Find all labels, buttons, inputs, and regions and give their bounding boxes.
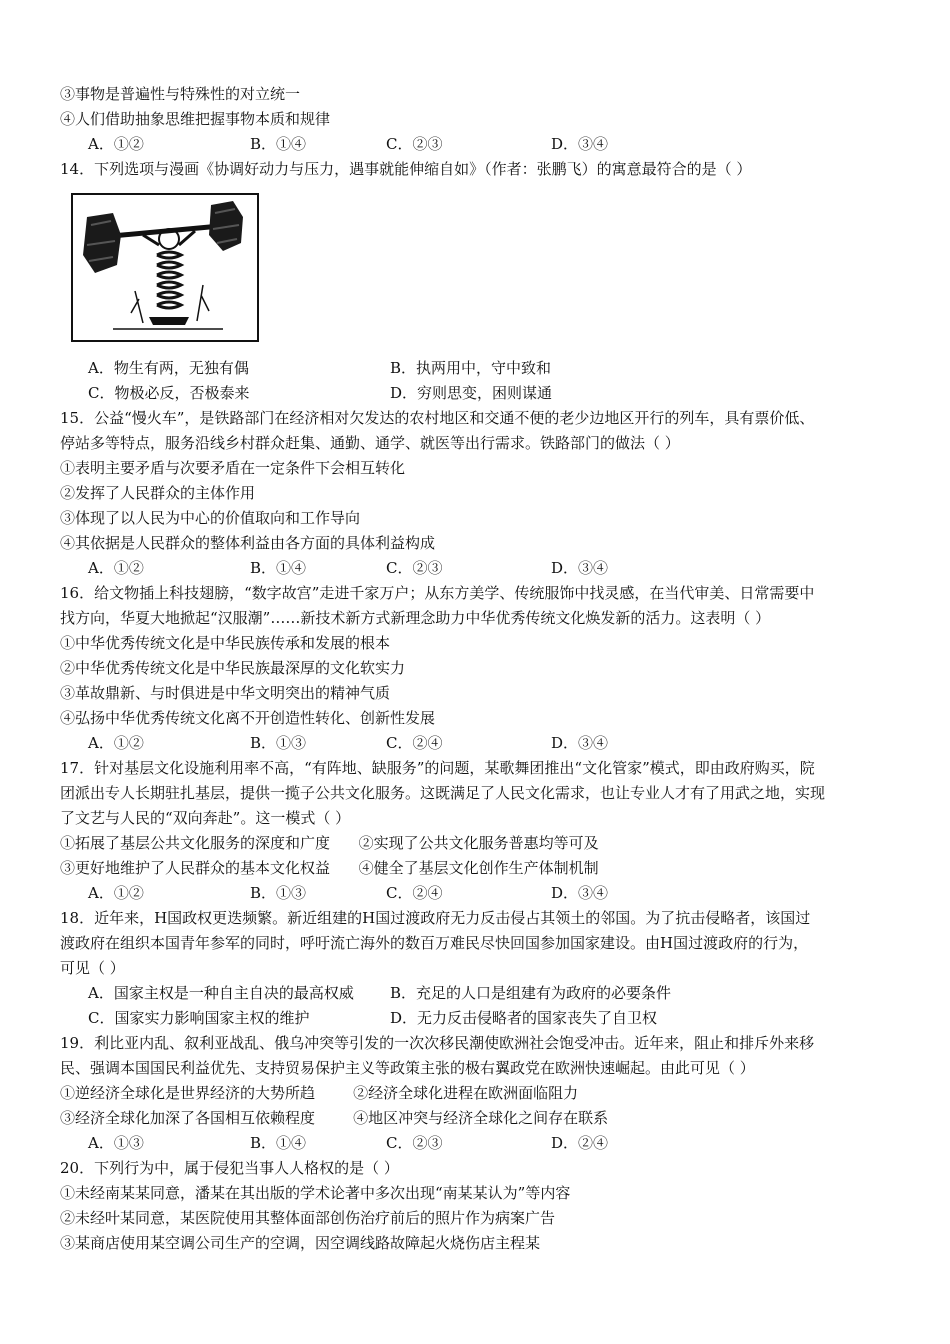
- q13-options: [88, 132, 888, 157]
- q20-statement-1: ①未经南某某同意，潘某在其出版的学术论著中多次出现“南某某认为”等内容: [60, 1184, 571, 1202]
- q15-options: [88, 556, 888, 581]
- q15-option-c[interactable]: C．②③: [386, 559, 443, 577]
- q18-options-row1: [88, 981, 888, 1006]
- q17-stem-line1: 17．针对基层文化设施利用率不高，“有阵地、缺服务”的问题，某歌舞团推出“文化管家”模式，即由政府购买，院: [60, 759, 815, 777]
- q13-option-d[interactable]: D．③④: [551, 135, 609, 153]
- q16-option-a[interactable]: A．①②: [88, 734, 144, 752]
- q16-options: [88, 731, 888, 756]
- q19-option-a[interactable]: A．①③: [88, 1134, 144, 1152]
- q20-statement-2: ②未经叶某同意，某医院使用其整体面部创伤治疗前后的照片作为病案广告: [60, 1209, 556, 1227]
- q17-statements-3-4: ③更好地维护了人民群众的基本文化权益 ④健全了基层文化创作生产体制机制: [60, 859, 599, 877]
- q13-statement-3: ③事物是普遍性与特殊性的对立统一: [60, 85, 301, 103]
- q19-option-b[interactable]: B．①④: [250, 1134, 307, 1152]
- q19-stem-line1: 19．利比亚内乱、叙利亚战乱、俄乌冲突等引发的一次次移民潮使欧洲社会饱受冲击。近年来，阻止和排斥外来移: [60, 1034, 815, 1052]
- q15-statement-4: ④其依据是人民群众的整体利益由各方面的具体利益构成: [60, 534, 436, 552]
- q15-statement-3: ③体现了以人民为中心的价值取向和工作导向: [60, 509, 361, 527]
- q14-option-c[interactable]: C．物极必反，否极泰来: [88, 384, 250, 402]
- q13-option-a[interactable]: A．①②: [88, 135, 144, 153]
- q17-option-c[interactable]: C．②④: [386, 884, 443, 902]
- q13-option-b[interactable]: B．①④: [250, 135, 307, 153]
- q17-stem-line2: 团派出专人长期驻扎基层，提供一揽子公共文化服务。这既满足了人民文化需求，也让专业人才有了用武之地，实现: [60, 784, 826, 802]
- q14-cartoon-image: [71, 193, 259, 342]
- q18-stem-line3: 可见（ ）: [60, 959, 125, 977]
- q17-option-d[interactable]: D．③④: [551, 884, 609, 902]
- q15-option-b[interactable]: B．①④: [250, 559, 307, 577]
- q20-statement-3: ③某商店使用某空调公司生产的空调，因空调线路故障起火烧伤店主程某: [60, 1234, 541, 1252]
- q15-stem-line2: 停站多等特点，服务沿线乡村群众赶集、通勤、通学、就医等出行需求。铁路部门的做法（ ）: [60, 434, 680, 452]
- q16-stem-line2: 找方向，华夏大地掀起“汉服潮”……新技术新方式新理念助力中华优秀传统文化焕发新的活力。这表明（ ）: [60, 609, 771, 627]
- q14-options-row1: [88, 356, 888, 381]
- q18-stem-line1: 18．近年来，H国政权更迭频繁。新近组建的H国过渡政府无力反击侵占其领土的邻国。为了抗击侵略者，该国过: [60, 909, 811, 927]
- q16-statement-2: ②中华优秀传统文化是中华民族最深厚的文化软实力: [60, 659, 406, 677]
- q16-option-c[interactable]: C．②④: [386, 734, 443, 752]
- q14-option-b[interactable]: B．执两用中，守中致和: [390, 359, 552, 377]
- q16-stem-line1: 16．给文物插上科技翅膀，“数字故宫”走进千家万户；从东方美学、传统服饰中找灵感，在当代审美、日常需要中: [60, 584, 815, 602]
- q14-option-a[interactable]: A．物生有两，无独有偶: [88, 359, 249, 377]
- q14-options-row2: [88, 381, 888, 406]
- q19-statements-1-2: ①逆经济全球化是世界经济的大势所趋 ②经济全球化进程在欧洲面临阻力: [60, 1084, 579, 1102]
- q19-stem-line2: 民、强调本国国民利益优先、支持贸易保护主义等政策主张的极右翼政党在欧洲快速崛起。由此可见（ ）: [60, 1059, 755, 1077]
- q19-statements-3-4: ③经济全球化加深了各国相互依赖程度 ④地区冲突与经济全球化之间存在联系: [60, 1109, 609, 1127]
- q15-statement-1: ①表明主要矛盾与次要矛盾在一定条件下会相互转化: [60, 459, 406, 477]
- q13-statement-4: ④人们借助抽象思维把握事物本质和规律: [60, 110, 331, 128]
- q16-option-d[interactable]: D．③④: [551, 734, 609, 752]
- q18-option-d[interactable]: D．无力反击侵略者的国家丧失了自卫权: [390, 1009, 658, 1027]
- q17-options: [88, 881, 888, 906]
- q18-option-b[interactable]: B．充足的人口是组建有为政府的必要条件: [390, 984, 672, 1002]
- q14-stem: 14．下列选项与漫画《协调好动力与压力，遇事就能伸缩自如》（作者：张鹏飞）的寓意最符合的是（ ）: [60, 160, 752, 178]
- q15-option-a[interactable]: A．①②: [88, 559, 144, 577]
- q16-statement-1: ①中华优秀传统文化是中华民族传承和发展的根本: [60, 634, 391, 652]
- q19-options: [88, 1131, 888, 1156]
- q17-stem-line3: 了文艺与人民的“双向奔赴”。这一模式（ ）: [60, 809, 351, 827]
- weightlifter-spring-drawing: [73, 195, 257, 340]
- q18-option-c[interactable]: C．国家实力影响国家主权的维护: [88, 1009, 310, 1027]
- q14-option-d[interactable]: D．穷则思变，困则谋通: [390, 384, 553, 402]
- q17-option-b[interactable]: B．①③: [250, 884, 307, 902]
- q17-option-a[interactable]: A．①②: [88, 884, 144, 902]
- q18-option-a[interactable]: A．国家主权是一种自主自决的最高权威: [88, 984, 354, 1002]
- q16-statement-3: ③革故鼎新、与时俱进是中华文明突出的精神气质: [60, 684, 391, 702]
- q15-option-d[interactable]: D．③④: [551, 559, 609, 577]
- q15-stem-line1: 15．公益“慢火车”，是铁路部门在经济相对欠发达的农村地区和交通不便的老少边地区开行的列车，具有票价低、: [60, 409, 815, 427]
- q17-statements-1-2: ①拓展了基层公共文化服务的深度和广度 ②实现了公共文化服务普惠均等可及: [60, 834, 599, 852]
- q19-option-d[interactable]: D．②④: [551, 1134, 609, 1152]
- q15-statement-2: ②发挥了人民群众的主体作用: [60, 484, 256, 502]
- q16-option-b[interactable]: B．①③: [250, 734, 307, 752]
- q20-stem: 20．下列行为中，属于侵犯当事人人格权的是（ ）: [60, 1159, 399, 1177]
- q13-option-c[interactable]: C．②③: [386, 135, 443, 153]
- q18-options-row2: [88, 1006, 888, 1031]
- q19-option-c[interactable]: C．②③: [386, 1134, 443, 1152]
- q18-stem-line2: 渡政府在组织本国青年参军的同时，呼吁流亡海外的数百万难民尽快回国参加国家建设。由H国过渡政府的行为，: [60, 934, 809, 952]
- q16-statement-4: ④弘扬中华优秀传统文化离不开创造性转化、创新性发展: [60, 709, 436, 727]
